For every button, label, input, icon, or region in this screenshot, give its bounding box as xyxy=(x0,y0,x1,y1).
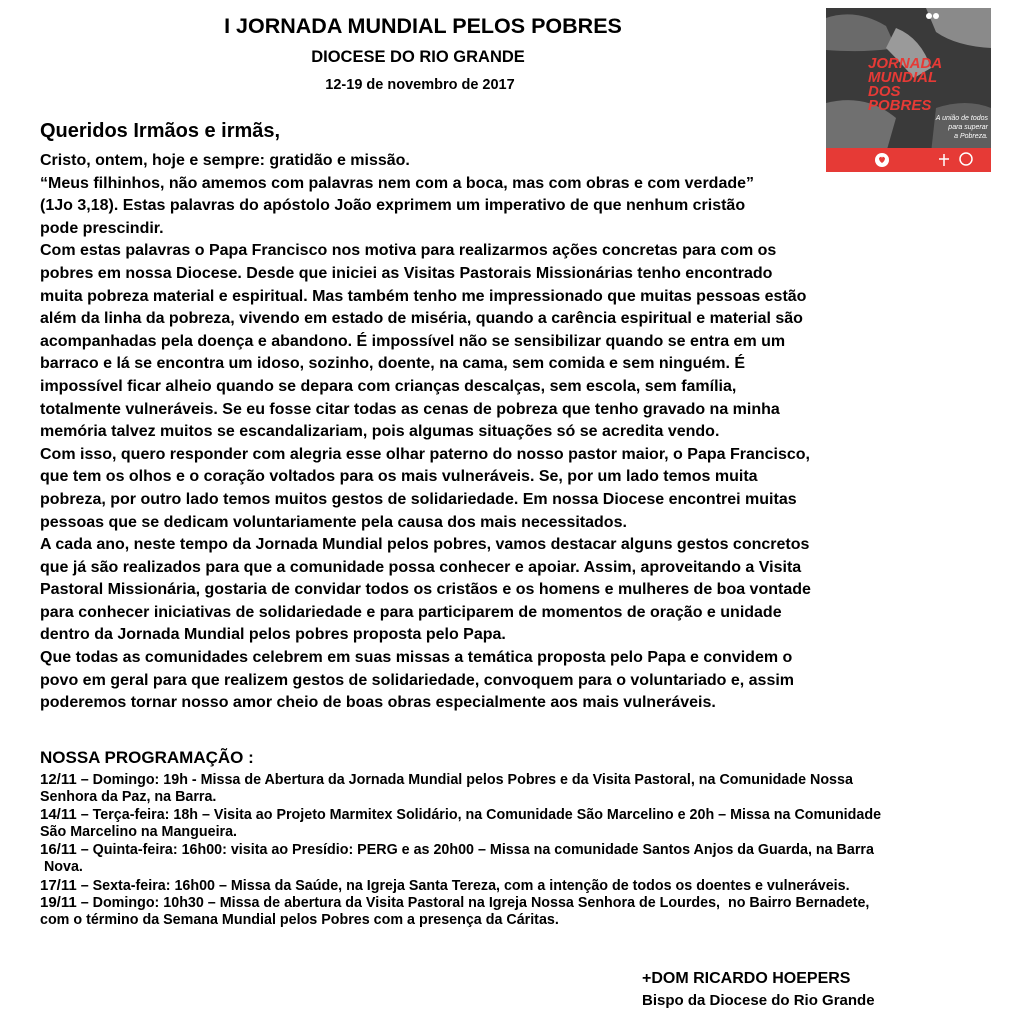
signature-role: Bispo da Diocese do Rio Grande xyxy=(642,992,875,1009)
program-date: 17/11 xyxy=(40,876,77,894)
poster-title-2: MUNDIAL xyxy=(868,69,938,86)
program-item-line xyxy=(40,824,1015,842)
program-item-line xyxy=(40,806,1015,824)
letter-line: que já são realizados para que a comunidade possa conhecer e apoiar. Assim, aproveitando a Visita xyxy=(40,558,802,576)
letter-line: “Meus filhinhos, não amemos com palavras nem com a boca, mas com obras e com verdade” xyxy=(40,174,755,192)
program-text: – Sexta-feira: 16h00 – Missa da Saúde, na Igreja Santa Tereza, com a intenção de todos os doentes e vulneráveis. xyxy=(76,877,850,894)
letter-line: pobreza, por outro lado temos muitos gestos de solidariedade. Em nossa Diocese encontrei muitas xyxy=(40,490,797,508)
page-title: I JORNADA MUNDIAL PELOS POBRES xyxy=(224,14,622,38)
program-text: – Terça-feira: 18h – Visita ao Projeto Marmitex Solidário, na Comunidade São Marcelino e 20h – Missa na Comunidade xyxy=(76,807,882,824)
letter-greeting: Queridos Irmãos e irmãs, xyxy=(40,120,281,142)
event-dates: 12-19 de novembro de 2017 xyxy=(325,77,515,93)
letter-line: pobres em nossa Diocese. Desde que iniciei as Visitas Pastorais Missionárias tenho encontrado xyxy=(40,264,773,282)
program-item-line xyxy=(40,841,1015,859)
poster-artwork xyxy=(826,8,991,172)
diocese-name: DIOCESE DO RIO GRANDE xyxy=(311,48,525,66)
letter-line: pessoas que se dedicam voluntariamente pela causa dos mais necessitados. xyxy=(40,513,627,531)
letter-line: Com isso, quero responder com alegria esse olhar paterno do nosso pastor maior, o Papa Francisco, xyxy=(40,445,810,463)
program-text: Senhora da Paz, na Barra. xyxy=(40,788,217,805)
letter-line: A cada ano, neste tempo da Jornada Mundial pelos pobres, vamos destacar alguns gestos concretos xyxy=(40,536,810,554)
poster-tagline-1: A união de todos xyxy=(935,115,988,122)
program-item-line xyxy=(40,859,1015,877)
letter-line: pode prescindir. xyxy=(40,219,164,237)
program-date: 12/11 xyxy=(40,771,77,788)
program-list xyxy=(40,771,1015,929)
letter-line: Com estas palavras o Papa Francisco nos motiva para realizarmos ações concretas para com os xyxy=(40,242,777,260)
letter-line: povo em geral para que realizem gestos de solidariedade, convoquem para o voluntariado e, assim xyxy=(40,671,795,689)
program-item-line xyxy=(40,789,1015,807)
program-text: – Quinta-feira: 16h00: visita ao Presídio: PERG e as 20h00 – Missa na comunidade Santos Anjos da Guarda, na Barra xyxy=(76,842,874,859)
letter-line: totalmente vulneráveis. Se eu fosse citar todas as cenas de pobreza que tenho gravado na minha xyxy=(40,400,780,418)
signature-name: +DOM RICARDO HOEPERS xyxy=(642,970,851,987)
letter-line: para conhecer iniciativas de solidariedade e para participarem de momentos de oração e unidade xyxy=(40,603,782,621)
poster-tagline-3: a Pobreza. xyxy=(954,133,988,140)
program-date: 14/11 xyxy=(40,806,77,824)
letter-line: memória talvez muitos se escandalizariam, pois algumas situações só se acredita vendo. xyxy=(40,423,720,441)
program-item-line xyxy=(40,894,1015,912)
letter-line: Pastoral Missionária, gostaria de convidar todos os cristãos e os homens e mulheres de boa vontade xyxy=(40,581,811,599)
letter-line: além da linha da pobreza, vivendo em estado de miséria, quando a carência espiritual e material são xyxy=(40,310,803,328)
program-date: 19/11 xyxy=(40,894,77,912)
letter-line: muita pobreza material e espiritual. Mas também tenho me impressionado que muitas pessoas estão xyxy=(40,287,807,305)
program-text: São Marcelino na Mangueira. xyxy=(40,823,238,840)
program-title: NOSSA PROGRAMAÇÃO : xyxy=(40,748,254,767)
poster-title-3: DOS xyxy=(868,83,901,100)
program-text: – Domingo: 19h - Missa de Abertura da Jornada Mundial pelos Pobres e da Visita Pastoral, na Comunidade Nossa xyxy=(76,772,853,788)
poster-title-4: POBRES xyxy=(868,97,932,114)
letter-line: acompanhadas pela doença e abandono. É impossível não se sensibilizar quando se entra em um xyxy=(40,332,786,350)
program-item-line xyxy=(40,771,1015,789)
letter-line: dentro da Jornada Mundial pelos pobres proposta pelo Papa. xyxy=(40,626,506,644)
program-date: 16/11 xyxy=(40,841,77,859)
poster-tagline-2: para superar xyxy=(948,124,988,131)
poster-title-1: JORNADA xyxy=(868,55,943,72)
program-text: com o término da Semana Mundial pelos Pobres com a presença da Cáritas. xyxy=(40,911,559,928)
letter-body xyxy=(40,150,970,715)
letter-line: impossível ficar alheio quando se depara com crianças descalças, sem escola, sem família, xyxy=(40,377,737,395)
letter-line: que tem os olhos e o coração voltados para os mais vulneráveis. Se, por um lado temos muita xyxy=(40,468,758,486)
program-item-line xyxy=(40,912,1015,930)
letter-line: barraco e lá se encontra um idoso, sozinho, doente, na cama, sem comida e sem ninguém. É xyxy=(40,355,746,373)
program-text: Nova. xyxy=(40,858,83,875)
letter-line: Cristo, ontem, hoje e sempre: gratidão e missão. xyxy=(40,152,410,169)
program-item-line xyxy=(40,877,1015,895)
jornada-poster-image xyxy=(826,8,991,172)
letter-line: Que todas as comunidades celebrem em suas missas a temática proposta pelo Papa e convidem o xyxy=(40,649,793,667)
letter-line: (1Jo 3,18). Estas palavras do apóstolo João exprimem um imperativo de que nenhum cristão xyxy=(40,197,746,215)
letter-line: poderemos tornar nosso amor cheio de boas obras especialmente aos mais vulneráveis. xyxy=(40,694,716,712)
program-text: – Domingo: 10h30 – Missa de abertura da Visita Pastoral na Igreja Nossa Senhora de Lourdes, no Bairro Bernadete, xyxy=(76,895,870,912)
